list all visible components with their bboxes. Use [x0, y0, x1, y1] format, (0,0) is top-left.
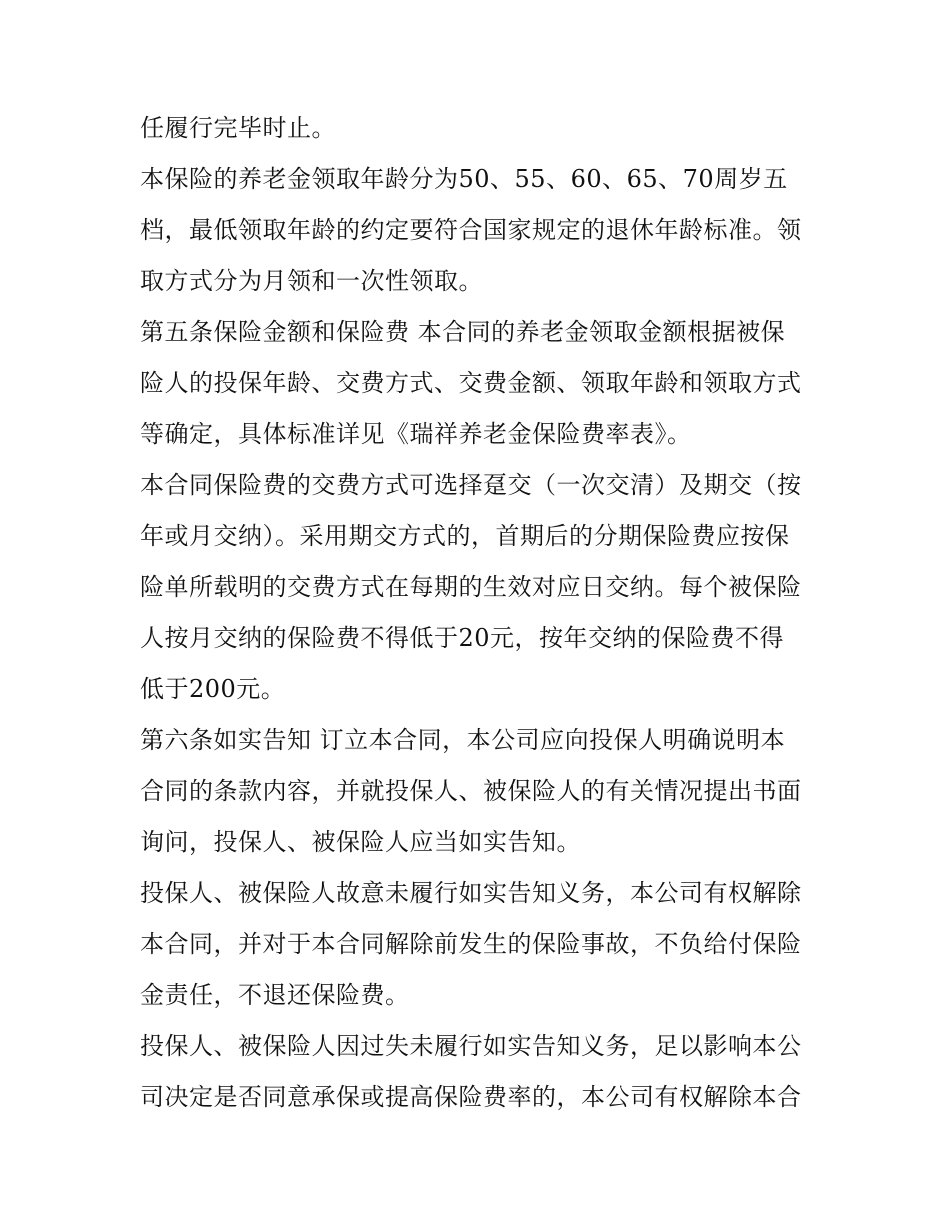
text-line: 第五条保险金额和保险费 本合同的养老金领取金额根据被保	[140, 318, 786, 346]
text-line: 本合同保险费的交费方式可选择趸交（一次交清）及期交（按	[140, 471, 802, 499]
text-line: 等确定，具体标准详见《瑞祥养老金保险费率表》。	[140, 420, 692, 448]
text-line: 投保人、被保险人因过失未履行如实告知义务，足以影响本公	[140, 1032, 802, 1060]
text-line: 合同的条款内容，并就投保人、被保险人的有关情况提出书面	[140, 777, 802, 805]
text-line: 第六条如实告知 订立本合同，本公司应向投保人明确说明本	[140, 726, 786, 754]
text-line: 档，最低领取年龄的约定要符合国家规定的退休年龄标准。领	[140, 216, 802, 244]
text-line: 本保险的养老金领取年龄分为50、55、60、65、70周岁五	[140, 165, 788, 193]
text-line: 险人的投保年龄、交费方式、交费金额、领取年龄和领取方式	[140, 369, 802, 397]
text-line: 投保人、被保险人故意未履行如实告知义务，本公司有权解除	[140, 879, 802, 907]
text-line: 低于200元。	[140, 675, 286, 703]
text-line: 司决定是否同意承保或提高保险费率的，本公司有权解除本合	[140, 1083, 802, 1111]
text-line: 本合同，并对于本合同解除前发生的保险事故，不负给付保险	[140, 930, 802, 958]
text-line: 金责任，不退还保险费。	[140, 981, 410, 1009]
text-line: 险单所载明的交费方式在每期的生效对应日交纳。每个被保险	[140, 573, 802, 601]
text-line: 任履行完毕时止。	[140, 114, 336, 142]
text-line: 人按月交纳的保险费不得低于20元，按年交纳的保险费不得	[140, 624, 785, 652]
text-line: 年或月交纳）。采用期交方式的，首期后的分期保险费应按保	[140, 522, 790, 550]
document-text-body	[140, 103, 820, 1123]
text-line: 询问，投保人、被保险人应当如实告知。	[140, 828, 581, 856]
text-line: 取方式分为月领和一次性领取。	[140, 267, 483, 295]
